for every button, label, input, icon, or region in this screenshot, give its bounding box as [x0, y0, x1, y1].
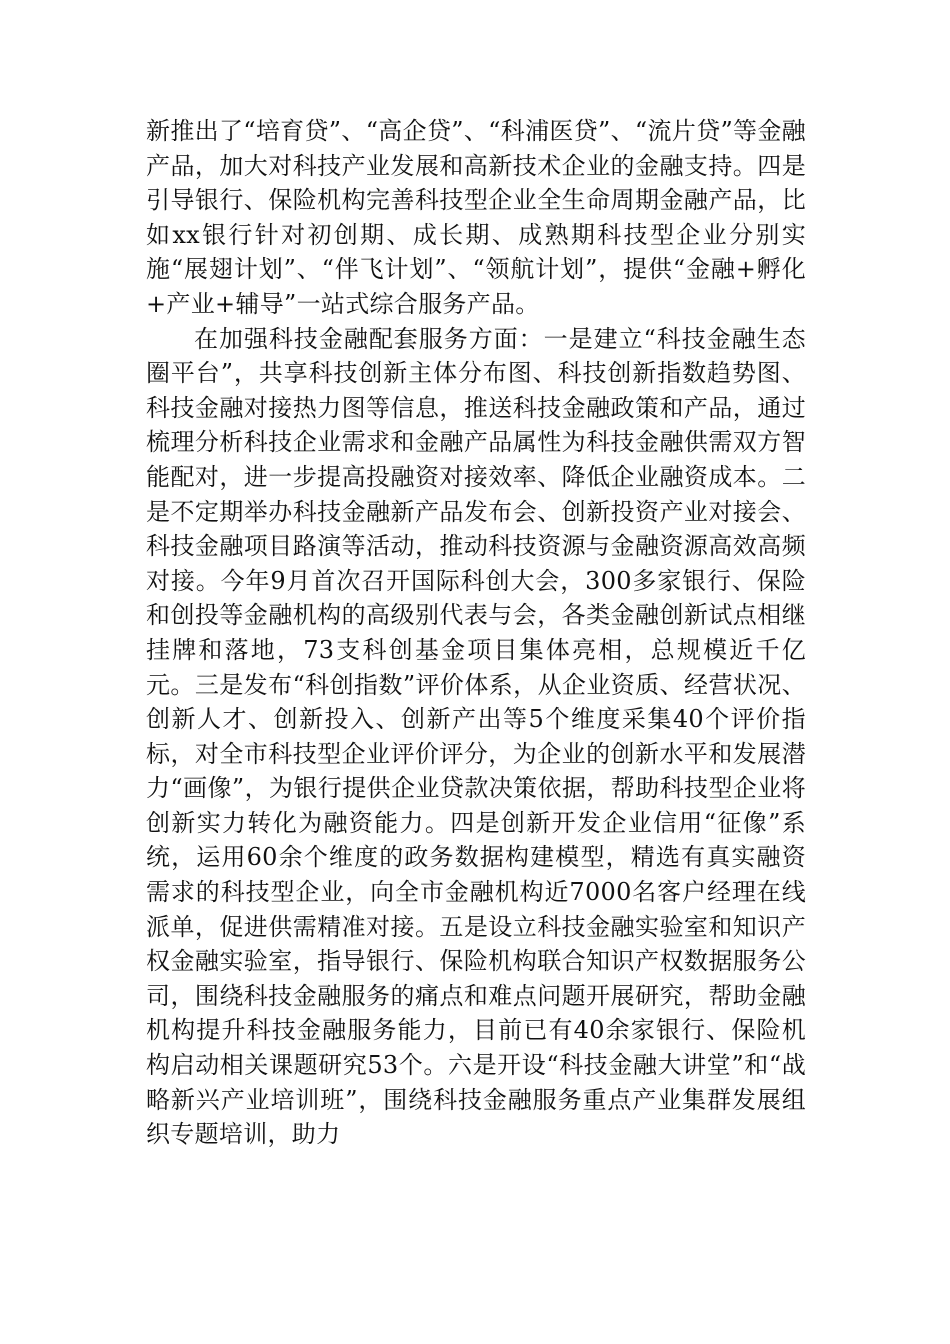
document-body — [146, 114, 806, 1152]
paragraph-tech-finance-services: 在加强科技金融配套服务方面：一是建立“科技金融生态圈平台”，共享科技创新主体分布图、科技创新指数趋势图、科技金融对接热力图等信息，推送科技金融政策和产品，通过梳理分析科技企业需求和金融产品属性为科技金融供需双方智能配对，进一步提高投融资对接效率、降低企业融资成本。二是不定期举办科技金融新产品发布会、创新投资产业对接会、科技金融项目路演等活动，推动科技资源与金融资源高效高频对接。今年9月首次召开国际科创大会，300多家银行、保险和创投等金融机构的高级别代表与会，各类金融创新试点相继挂牌和落地，73支科创基金项目集体亮相，总规模近千亿元。三是发布“科创指数”评价体系，从企业资质、经营状况、创新人才、创新投入、创新产出等5个维度采集40个评价指标，对全市科技型企业评价评分，为企业的创新水平和发展潜力“画像”，为银行提供企业贷款决策依据，帮助科技型企业将创新实力转化为融资能力。四是创新开发企业信用“征像”系统，运用60余个维度的政务数据构建模型，精选有真实融资需求的科技型企业，向全市金融机构近7000名客户经理在线派单，促进供需精准对接。五是设立科技金融实验室和知识产权金融实验室，指导银行、保险机构联合知识产权数据服务公司，围绕科技金融服务的痛点和难点问题开展研究，帮助金融机构提升科技金融服务能力，目前已有40余家银行、保险机构启动相关课题研究53个。六是开设“科技金融大讲堂”和“战略新兴产业培训班”，围绕科技金融服务重点产业集群发展组织专题培训，助力 — [146, 324, 806, 1149]
paragraph-continued: 新推出了“培育贷”、“高企贷”、“科浦医贷”、“流片贷”等金融产品，加大对科技产业发展和高新技术企业的金融支持。四是引导银行、保险机构完善科技型企业全生命周期金融产品，比如xx银行针对初创期、成长期、成熟期科技型企业分别实施“展翅计划”、“伴飞计划”、“领航计划”，提供“金融+孵化+产业+辅导”一站式综合服务产品。 — [146, 117, 806, 318]
